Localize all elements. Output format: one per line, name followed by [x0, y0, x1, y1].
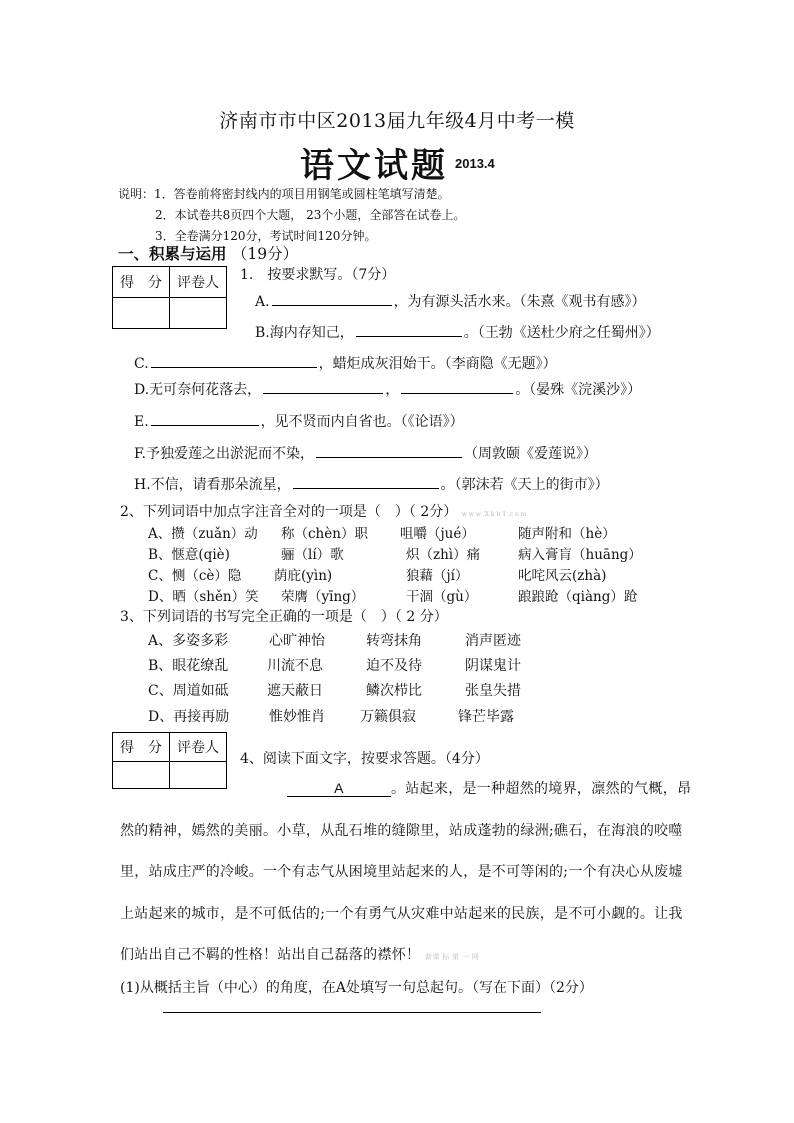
score-box-1	[112, 266, 227, 329]
watermark: w w w .X k b 1 .c o m	[461, 511, 527, 518]
q1-f-blank[interactable]	[316, 456, 462, 458]
q2-row-a-4: 随声附和（hè）	[518, 526, 616, 542]
q1-a-text: ，为有源头活水来。（朱熹《观书有感》）	[393, 294, 646, 310]
section-1-heading	[118, 242, 298, 264]
q3-row-c-1: C、周道如砥	[148, 683, 229, 699]
q4-para-5-text: 们站出自己不羁的性格！站出自己磊落的襟怀！	[120, 947, 421, 963]
q3-row-d-4: 锋芒毕露	[458, 709, 514, 725]
q3-row-a-2: 心旷神怡	[269, 633, 325, 649]
q1-f	[134, 443, 597, 463]
q1-b-blank[interactable]	[356, 335, 462, 337]
q1-d-blank-1[interactable]	[263, 392, 383, 394]
q1-h-blank[interactable]	[293, 487, 439, 489]
q1-e-label: E.	[134, 414, 149, 430]
q3-row-b-1: B、眼花缭乱	[148, 658, 229, 674]
q1-f-text: （周敦颐《爱莲说》）	[463, 446, 597, 462]
q3-row-b-4: 阴谋鬼计	[465, 658, 521, 674]
q1-d-blank-2[interactable]	[401, 392, 513, 394]
q2-row-d-1: D、晒（shěn）笑	[148, 589, 259, 605]
q1-a-label: A.	[255, 294, 270, 310]
q3-row-b-2: 川流不息	[267, 658, 323, 674]
q4-para-line-1	[287, 778, 691, 798]
q3-row-d-1: D、再接再励	[148, 709, 230, 725]
q1-a-blank[interactable]	[272, 304, 392, 306]
q1-d-text: 。（晏殊《浣溪沙》）	[515, 382, 642, 398]
q3-row-b-3: 迫不及待	[366, 658, 422, 674]
q4-sub1: (1)从概括主旨（中心）的角度，在A处填写一句总起句。（写在下面）（2分）	[120, 980, 593, 996]
score-cell[interactable]	[113, 298, 170, 329]
q2-row-b-4: 病入膏肓（huāng）	[518, 547, 642, 563]
watermark-2: 新课 标 第 一 网	[425, 953, 479, 961]
q3-row-c-2: 遮天蔽日	[267, 683, 323, 699]
q1-d	[134, 379, 641, 399]
score-label: 得 分	[113, 733, 170, 762]
exam-subtitle: 济南市市中区2013届九年级4月中考一模	[219, 110, 575, 132]
grader-cell[interactable]	[170, 762, 227, 789]
q2-row-d-2: 荣膺（yīng）	[281, 589, 365, 605]
q3-row-a-3: 转弯抹角	[366, 633, 422, 649]
q3-row-c-3: 鳞次栉比	[366, 683, 422, 699]
q3-row-a-1: A、多姿多彩	[148, 633, 229, 649]
note-line-3: 3．全卷满分120分，考试时间120分钟。	[155, 229, 377, 243]
q4-para-line-2: 然的精神，嫣然的美丽。小草，从乱石堆的缝隙里，站成蓬勃的绿洲;礁石，在海浪的咬噬	[120, 823, 683, 839]
q2-row-b-1: B、惬意(qiè)	[148, 547, 230, 563]
q2-row-a-3: 咀嚼（jué）	[400, 526, 475, 542]
q1-b-label: B.海内存知己，	[255, 325, 354, 341]
q1-h-text: 。（郭沫若《天上的街市》）	[440, 477, 609, 493]
section-1-points: （19分）	[231, 245, 299, 263]
grader-cell[interactable]	[170, 298, 227, 329]
note-line-1: 说明：1．答卷前将密封线内的项目用钢笔或圆柱笔填写清楚。	[118, 187, 450, 201]
q4-para-1-text: 。站起来，是一种超然的境界，凛然的气概，昂	[391, 781, 692, 797]
q1-e-blank[interactable]	[151, 424, 259, 426]
q4-para-line-4: 上站起来的城市，是不可低估的;一个有勇气从灾难中站起来的民族，是不可小觑的。让我	[120, 906, 683, 922]
q3-row-d-2: 惟妙惟肖	[269, 709, 325, 725]
q1-h-label: H.不信，请看那朵流星，	[134, 477, 291, 493]
q1-d-mid: ，	[385, 382, 400, 398]
section-1-title: 一、积累与运用	[118, 244, 227, 263]
q1-b-text: 。（王勃《送杜少府之任蜀州》）	[463, 325, 660, 341]
q2-row-c-4: 叱咤风云(zhà)	[518, 568, 607, 584]
q1-h	[134, 474, 609, 494]
exam-date: 2013.4	[455, 156, 495, 171]
q1-e-text: ，见不贤而内自省也。（《论语》）	[260, 414, 464, 430]
q2-row-c-1: C、恻（cè）隐	[148, 568, 242, 584]
grader-label: 评卷人	[170, 733, 227, 762]
q1-stem: 1. 按要求默写。（7分）	[240, 267, 396, 283]
q1-c-text: ，蜡炬成灰泪始干。（李商隐《无题》）	[318, 356, 557, 372]
q2-row-c-3: 狼藉（jí）	[406, 568, 469, 584]
score-label: 得 分	[113, 267, 170, 298]
q4-answer-line[interactable]	[163, 1012, 541, 1013]
exam-title: 语文试题	[300, 146, 448, 186]
q1-e	[134, 411, 464, 431]
score-box-2	[112, 732, 227, 789]
q2-row-b-2: 骊（lí）歌	[281, 547, 344, 563]
q4-para-line-3: 里，站成庄严的冷峻。一个有志气从困境里站起来的人，是不可等闲的;一个有决心从废墟	[120, 864, 683, 880]
q2-row-a-2: 称（chèn）职	[281, 526, 368, 542]
q1-b	[255, 322, 660, 342]
q1-c-blank[interactable]	[151, 366, 317, 368]
score-cell[interactable]	[113, 762, 170, 789]
q2-row-d-4: 踉踉跄（qiàng）跄	[518, 589, 638, 605]
q4-para-line-5	[120, 944, 479, 964]
q3-stem: 3、下列词语的书写完全正确的一项是（ ）（ 2 分）	[120, 609, 448, 625]
q3-row-c-4: 张皇失措	[465, 683, 521, 699]
q1-c-label: C.	[134, 356, 149, 372]
q2-row-c-2: 荫庇(yìn)	[274, 568, 333, 584]
grader-label: 评卷人	[170, 267, 227, 298]
q4-blank-a[interactable]: A	[287, 780, 391, 797]
q1-a	[255, 291, 646, 311]
q1-d-label: D.无可奈何花落去，	[134, 382, 262, 398]
q2-stem-text: 2、下列词语中加点字注音全对的一项是（ ）（ 2分）	[120, 504, 458, 520]
q2-row-d-3: 干涸（gù）	[406, 589, 478, 605]
note-line-2: 2．本试卷共8页四个大题， 23个小题，全部答在试卷上。	[155, 208, 466, 222]
q2-row-b-3: 炽（zhì）痛	[406, 547, 481, 563]
q4-stem: 4、阅读下面文字，按要求答题。（4分）	[240, 751, 489, 767]
q1-f-label: F.予独爱莲之出淤泥而不染，	[134, 446, 314, 462]
q2-row-a-1: A、攒（zuǎn）动	[148, 526, 258, 542]
q3-row-d-3: 万籁俱寂	[360, 709, 416, 725]
q1-c	[134, 353, 557, 373]
q2-stem	[120, 501, 526, 521]
q3-row-a-4: 消声匿迹	[465, 633, 521, 649]
